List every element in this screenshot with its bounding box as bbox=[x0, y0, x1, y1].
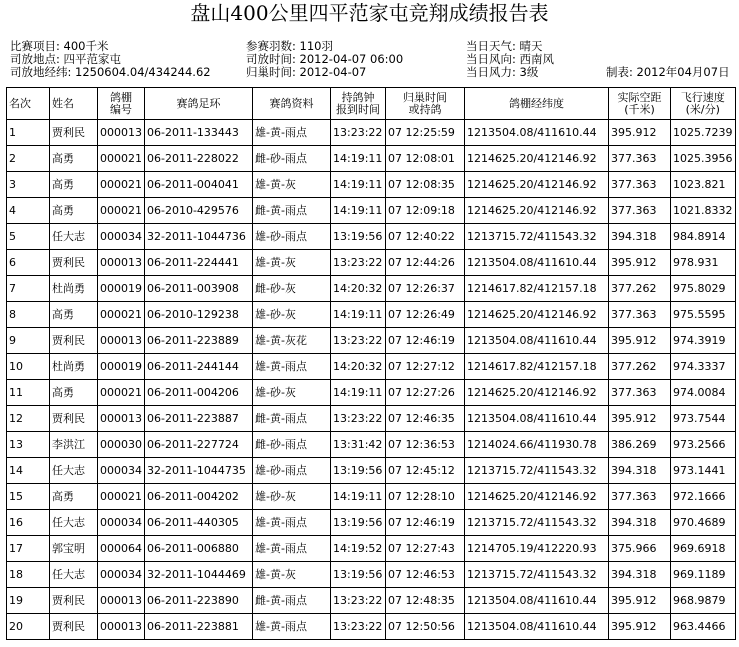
cell-loft-coords: 1213715.72/411543.32 bbox=[465, 562, 609, 588]
cell-distance: 377.363 bbox=[609, 380, 671, 406]
cell-return-time: 07 12:36:53 bbox=[386, 432, 465, 458]
cell-loft-coords: 1213715.72/411543.32 bbox=[465, 224, 609, 250]
header-ring: 赛鸽足环 bbox=[145, 88, 253, 120]
cell-name: 贾利民 bbox=[50, 250, 98, 276]
cell-loft-id: 000013 bbox=[98, 250, 145, 276]
cell-distance: 377.363 bbox=[609, 172, 671, 198]
cell-ring: 06-2011-223890 bbox=[145, 588, 253, 614]
cell-loft-id: 000021 bbox=[98, 484, 145, 510]
cell-rank: 16 bbox=[7, 510, 50, 536]
table-row bbox=[7, 614, 736, 640]
cell-distance: 377.363 bbox=[609, 484, 671, 510]
cell-return-time: 07 12:46:19 bbox=[386, 328, 465, 354]
cell-loft-id: 000021 bbox=[98, 172, 145, 198]
cell-loft-id: 000013 bbox=[98, 120, 145, 146]
cell-speed: 973.1441 bbox=[671, 458, 736, 484]
table-row bbox=[7, 588, 736, 614]
cell-pigeon-info: 雄-黄-雨点 bbox=[253, 120, 331, 146]
table-row bbox=[7, 432, 736, 458]
cell-loft-id: 000034 bbox=[98, 458, 145, 484]
cell-name: 杜尚勇 bbox=[50, 276, 98, 302]
cell-loft-id: 000013 bbox=[98, 328, 145, 354]
cell-ring: 06-2011-228022 bbox=[145, 146, 253, 172]
cell-loft-id: 000013 bbox=[98, 614, 145, 640]
cell-ring: 06-2011-133443 bbox=[145, 120, 253, 146]
table-row bbox=[7, 328, 736, 354]
cell-speed: 973.7544 bbox=[671, 406, 736, 432]
cell-speed: 969.1189 bbox=[671, 562, 736, 588]
cell-clock-time: 13:23:22 bbox=[331, 250, 386, 276]
cell-pigeon-info: 雄-砂-雨点 bbox=[253, 458, 331, 484]
cell-return-time: 07 12:40:22 bbox=[386, 224, 465, 250]
cell-loft-id: 000030 bbox=[98, 432, 145, 458]
cell-name: 贾利民 bbox=[50, 588, 98, 614]
cell-clock-time: 14:20:32 bbox=[331, 354, 386, 380]
report-title: 盘山400公里四平范家屯竞翔成绩报告表 bbox=[190, 1, 549, 25]
cell-rank: 10 bbox=[7, 354, 50, 380]
header-speed: 飞行速度 (米/分) bbox=[671, 88, 736, 120]
info-return-date: 归巢时间: 2012-04-07 bbox=[246, 65, 367, 79]
cell-clock-time: 14:19:11 bbox=[331, 484, 386, 510]
cell-ring: 32-2011-1044469 bbox=[145, 562, 253, 588]
cell-ring: 06-2011-223889 bbox=[145, 328, 253, 354]
cell-speed: 1023.821 bbox=[671, 172, 736, 198]
cell-loft-coords: 1213504.08/411610.44 bbox=[465, 588, 609, 614]
cell-return-time: 07 12:27:12 bbox=[386, 354, 465, 380]
cell-return-time: 07 12:46:19 bbox=[386, 510, 465, 536]
cell-loft-id: 000013 bbox=[98, 588, 145, 614]
table-row bbox=[7, 484, 736, 510]
cell-speed: 974.3919 bbox=[671, 328, 736, 354]
cell-ring: 06-2011-440305 bbox=[145, 510, 253, 536]
cell-loft-coords: 1213504.08/411610.44 bbox=[465, 614, 609, 640]
cell-pigeon-info: 雄-砂-雨点 bbox=[253, 224, 331, 250]
cell-loft-coords: 1214625.20/412146.92 bbox=[465, 198, 609, 224]
cell-return-time: 07 12:26:49 bbox=[386, 302, 465, 328]
cell-clock-time: 13:19:56 bbox=[331, 562, 386, 588]
cell-clock-time: 13:19:56 bbox=[331, 458, 386, 484]
table-row bbox=[7, 276, 736, 302]
table-row bbox=[7, 406, 736, 432]
cell-pigeon-info: 雌-黄-雨点 bbox=[253, 588, 331, 614]
cell-clock-time: 13:31:42 bbox=[331, 432, 386, 458]
cell-distance: 377.363 bbox=[609, 146, 671, 172]
info-table-date: 制表: 2012年04月07日 bbox=[606, 65, 730, 79]
cell-rank: 20 bbox=[7, 614, 50, 640]
cell-return-time: 07 12:45:12 bbox=[386, 458, 465, 484]
cell-loft-coords: 1214625.20/412146.92 bbox=[465, 302, 609, 328]
cell-speed: 963.4466 bbox=[671, 614, 736, 640]
cell-pigeon-info: 雄-黄-雨点 bbox=[253, 354, 331, 380]
cell-loft-id: 000064 bbox=[98, 536, 145, 562]
cell-loft-coords: 1214625.20/412146.92 bbox=[465, 146, 609, 172]
cell-name: 高勇 bbox=[50, 198, 98, 224]
cell-distance: 375.966 bbox=[609, 536, 671, 562]
cell-clock-time: 13:23:22 bbox=[331, 588, 386, 614]
cell-rank: 2 bbox=[7, 146, 50, 172]
cell-distance: 394.318 bbox=[609, 510, 671, 536]
cell-name: 郭宝明 bbox=[50, 536, 98, 562]
info-race-item: 比赛项目: 400千米 bbox=[10, 39, 109, 53]
cell-speed: 978.931 bbox=[671, 250, 736, 276]
cell-return-time: 07 12:46:35 bbox=[386, 406, 465, 432]
cell-speed: 1025.3956 bbox=[671, 146, 736, 172]
cell-clock-time: 13:19:56 bbox=[331, 224, 386, 250]
cell-speed: 973.2566 bbox=[671, 432, 736, 458]
cell-rank: 15 bbox=[7, 484, 50, 510]
cell-pigeon-info: 雌-黄-雨点 bbox=[253, 198, 331, 224]
cell-ring: 06-2011-004206 bbox=[145, 380, 253, 406]
table-row bbox=[7, 172, 736, 198]
cell-clock-time: 14:19:11 bbox=[331, 172, 386, 198]
info-release-time: 司放时间: 2012-04-07 06:00 bbox=[246, 52, 404, 66]
cell-pigeon-info: 雄-黄-灰 bbox=[253, 172, 331, 198]
cell-pigeon-info: 雄-砂-灰 bbox=[253, 484, 331, 510]
cell-loft-coords: 1214024.66/411930.78 bbox=[465, 432, 609, 458]
cell-loft-coords: 1214625.20/412146.92 bbox=[465, 172, 609, 198]
cell-rank: 9 bbox=[7, 328, 50, 354]
cell-rank: 7 bbox=[7, 276, 50, 302]
table-row bbox=[7, 198, 736, 224]
cell-name: 杜尚勇 bbox=[50, 354, 98, 380]
info-wind-direction: 当日风向: 西南风 bbox=[466, 52, 555, 66]
cell-return-time: 07 12:44:26 bbox=[386, 250, 465, 276]
cell-name: 李洪江 bbox=[50, 432, 98, 458]
cell-loft-id: 000019 bbox=[98, 354, 145, 380]
cell-ring: 06-2010-429576 bbox=[145, 198, 253, 224]
cell-distance: 395.912 bbox=[609, 120, 671, 146]
table-row bbox=[7, 224, 736, 250]
cell-clock-time: 13:23:22 bbox=[331, 328, 386, 354]
cell-pigeon-info: 雄-砂-灰 bbox=[253, 302, 331, 328]
cell-pigeon-info: 雄-黄-灰 bbox=[253, 562, 331, 588]
cell-return-time: 07 12:28:10 bbox=[386, 484, 465, 510]
cell-loft-coords: 1213504.08/411610.44 bbox=[465, 328, 609, 354]
info-weather: 当日天气: 晴天 bbox=[466, 39, 543, 53]
cell-return-time: 07 12:27:26 bbox=[386, 380, 465, 406]
info-release-site: 司放地点: 四平范家屯 bbox=[10, 52, 122, 66]
cell-ring: 06-2011-227724 bbox=[145, 432, 253, 458]
cell-clock-time: 14:19:52 bbox=[331, 536, 386, 562]
cell-rank: 6 bbox=[7, 250, 50, 276]
cell-clock-time: 14:19:11 bbox=[331, 146, 386, 172]
cell-loft-id: 000034 bbox=[98, 510, 145, 536]
cell-clock-time: 14:19:11 bbox=[331, 302, 386, 328]
cell-distance: 395.912 bbox=[609, 250, 671, 276]
cell-clock-time: 13:23:22 bbox=[331, 406, 386, 432]
cell-rank: 5 bbox=[7, 224, 50, 250]
header-pigeon-info: 赛鸽资料 bbox=[253, 88, 331, 120]
cell-distance: 395.912 bbox=[609, 328, 671, 354]
cell-loft-coords: 1214617.82/412157.18 bbox=[465, 354, 609, 380]
cell-name: 高勇 bbox=[50, 380, 98, 406]
cell-distance: 394.318 bbox=[609, 458, 671, 484]
cell-speed: 984.8914 bbox=[671, 224, 736, 250]
cell-distance: 395.912 bbox=[609, 588, 671, 614]
cell-name: 贾利民 bbox=[50, 328, 98, 354]
header-loft-id: 鸽棚 编号 bbox=[98, 88, 145, 120]
table-row bbox=[7, 250, 736, 276]
cell-return-time: 07 12:46:53 bbox=[386, 562, 465, 588]
cell-rank: 19 bbox=[7, 588, 50, 614]
cell-loft-id: 000013 bbox=[98, 406, 145, 432]
cell-name: 贾利民 bbox=[50, 406, 98, 432]
cell-clock-time: 14:19:11 bbox=[331, 380, 386, 406]
cell-return-time: 07 12:48:35 bbox=[386, 588, 465, 614]
cell-rank: 11 bbox=[7, 380, 50, 406]
cell-distance: 377.363 bbox=[609, 198, 671, 224]
cell-pigeon-info: 雄-黄-灰花 bbox=[253, 328, 331, 354]
table-row bbox=[7, 458, 736, 484]
cell-pigeon-info: 雌-砂-雨点 bbox=[253, 146, 331, 172]
cell-clock-time: 13:23:22 bbox=[331, 120, 386, 146]
cell-rank: 1 bbox=[7, 120, 50, 146]
cell-distance: 395.912 bbox=[609, 614, 671, 640]
cell-speed: 1025.7239 bbox=[671, 120, 736, 146]
cell-ring: 32-2011-1044735 bbox=[145, 458, 253, 484]
cell-loft-id: 000019 bbox=[98, 276, 145, 302]
cell-loft-id: 000021 bbox=[98, 380, 145, 406]
cell-loft-coords: 1213715.72/411543.32 bbox=[465, 458, 609, 484]
cell-rank: 18 bbox=[7, 562, 50, 588]
cell-loft-coords: 1214705.19/412220.93 bbox=[465, 536, 609, 562]
cell-speed: 970.4689 bbox=[671, 510, 736, 536]
cell-distance: 394.318 bbox=[609, 224, 671, 250]
cell-rank: 3 bbox=[7, 172, 50, 198]
cell-ring: 06-2011-244144 bbox=[145, 354, 253, 380]
cell-pigeon-info: 雌-砂-灰 bbox=[253, 276, 331, 302]
cell-ring: 06-2011-224441 bbox=[145, 250, 253, 276]
cell-name: 任大志 bbox=[50, 562, 98, 588]
cell-pigeon-info: 雌-砂-雨点 bbox=[253, 432, 331, 458]
info-entry-count: 参赛羽数: 110羽 bbox=[246, 39, 333, 53]
cell-name: 任大志 bbox=[50, 458, 98, 484]
table-row bbox=[7, 536, 736, 562]
cell-name: 高勇 bbox=[50, 484, 98, 510]
cell-pigeon-info: 雄-黄-雨点 bbox=[253, 614, 331, 640]
cell-name: 任大志 bbox=[50, 510, 98, 536]
cell-pigeon-info: 雄-黄-雨点 bbox=[253, 510, 331, 536]
cell-loft-id: 000034 bbox=[98, 224, 145, 250]
cell-loft-coords: 1213504.08/411610.44 bbox=[465, 250, 609, 276]
cell-name: 高勇 bbox=[50, 146, 98, 172]
cell-return-time: 07 12:08:35 bbox=[386, 172, 465, 198]
cell-rank: 8 bbox=[7, 302, 50, 328]
table-row bbox=[7, 380, 736, 406]
cell-name: 高勇 bbox=[50, 172, 98, 198]
cell-speed: 975.5595 bbox=[671, 302, 736, 328]
cell-loft-coords: 1213504.08/411610.44 bbox=[465, 406, 609, 432]
info-wind-force: 当日风力: 3级 bbox=[466, 65, 539, 79]
cell-ring: 06-2011-003908 bbox=[145, 276, 253, 302]
cell-distance: 377.363 bbox=[609, 302, 671, 328]
cell-loft-id: 000021 bbox=[98, 146, 145, 172]
cell-ring: 06-2010-129238 bbox=[145, 302, 253, 328]
header-loft-coords: 鸽棚经纬度 bbox=[465, 88, 609, 120]
results-table bbox=[6, 87, 736, 640]
header-clock-time: 持鸽钟 报到时间 bbox=[331, 88, 386, 120]
cell-rank: 14 bbox=[7, 458, 50, 484]
cell-speed: 975.8029 bbox=[671, 276, 736, 302]
cell-ring: 06-2011-004202 bbox=[145, 484, 253, 510]
table-row bbox=[7, 562, 736, 588]
cell-distance: 377.262 bbox=[609, 276, 671, 302]
cell-return-time: 07 12:25:59 bbox=[386, 120, 465, 146]
cell-distance: 395.912 bbox=[609, 406, 671, 432]
cell-distance: 377.262 bbox=[609, 354, 671, 380]
cell-rank: 13 bbox=[7, 432, 50, 458]
cell-speed: 969.6918 bbox=[671, 536, 736, 562]
cell-name: 贾利民 bbox=[50, 614, 98, 640]
cell-pigeon-info: 雄-黄-灰 bbox=[253, 250, 331, 276]
cell-loft-coords: 1213504.08/411610.44 bbox=[465, 120, 609, 146]
cell-return-time: 07 12:08:01 bbox=[386, 146, 465, 172]
cell-loft-id: 000021 bbox=[98, 302, 145, 328]
header-rank: 名次 bbox=[7, 88, 50, 120]
cell-speed: 974.0084 bbox=[671, 380, 736, 406]
header-name: 姓名 bbox=[50, 88, 98, 120]
cell-clock-time: 13:23:22 bbox=[331, 614, 386, 640]
cell-loft-coords: 1214625.20/412146.92 bbox=[465, 484, 609, 510]
cell-clock-time: 14:19:11 bbox=[331, 198, 386, 224]
cell-loft-coords: 1214617.82/412157.18 bbox=[465, 276, 609, 302]
cell-pigeon-info: 雌-黄-雨点 bbox=[253, 406, 331, 432]
cell-rank: 17 bbox=[7, 536, 50, 562]
cell-loft-coords: 1213715.72/411543.32 bbox=[465, 510, 609, 536]
cell-name: 高勇 bbox=[50, 302, 98, 328]
table-row bbox=[7, 354, 736, 380]
table-row bbox=[7, 510, 736, 536]
cell-distance: 394.318 bbox=[609, 562, 671, 588]
cell-return-time: 07 12:27:43 bbox=[386, 536, 465, 562]
cell-clock-time: 13:19:56 bbox=[331, 510, 386, 536]
cell-rank: 12 bbox=[7, 406, 50, 432]
cell-return-time: 07 12:09:18 bbox=[386, 198, 465, 224]
cell-loft-id: 000034 bbox=[98, 562, 145, 588]
info-release-coords: 司放地经纬: 1250604.04/434244.62 bbox=[10, 65, 211, 79]
table-row bbox=[7, 146, 736, 172]
table-row bbox=[7, 302, 736, 328]
table-row bbox=[7, 120, 736, 146]
cell-ring: 06-2011-223881 bbox=[145, 614, 253, 640]
cell-ring: 06-2011-006880 bbox=[145, 536, 253, 562]
cell-name: 任大志 bbox=[50, 224, 98, 250]
header-return-time: 归巢时间 或持鸽 bbox=[386, 88, 465, 120]
cell-rank: 4 bbox=[7, 198, 50, 224]
cell-ring: 32-2011-1044736 bbox=[145, 224, 253, 250]
cell-return-time: 07 12:26:37 bbox=[386, 276, 465, 302]
cell-pigeon-info: 雄-砂-灰 bbox=[253, 380, 331, 406]
cell-clock-time: 14:20:32 bbox=[331, 276, 386, 302]
cell-ring: 06-2011-223887 bbox=[145, 406, 253, 432]
cell-speed: 968.9879 bbox=[671, 588, 736, 614]
cell-speed: 974.3337 bbox=[671, 354, 736, 380]
cell-speed: 1021.8332 bbox=[671, 198, 736, 224]
cell-loft-coords: 1214625.20/412146.92 bbox=[465, 380, 609, 406]
cell-name: 贾利民 bbox=[50, 120, 98, 146]
cell-pigeon-info: 雄-黄-雨点 bbox=[253, 536, 331, 562]
cell-ring: 06-2011-004041 bbox=[145, 172, 253, 198]
cell-return-time: 07 12:50:56 bbox=[386, 614, 465, 640]
cell-speed: 972.1666 bbox=[671, 484, 736, 510]
header-distance: 实际空距 (千米) bbox=[609, 88, 671, 120]
cell-distance: 386.269 bbox=[609, 432, 671, 458]
table-header-row bbox=[7, 88, 736, 120]
cell-loft-id: 000021 bbox=[98, 198, 145, 224]
